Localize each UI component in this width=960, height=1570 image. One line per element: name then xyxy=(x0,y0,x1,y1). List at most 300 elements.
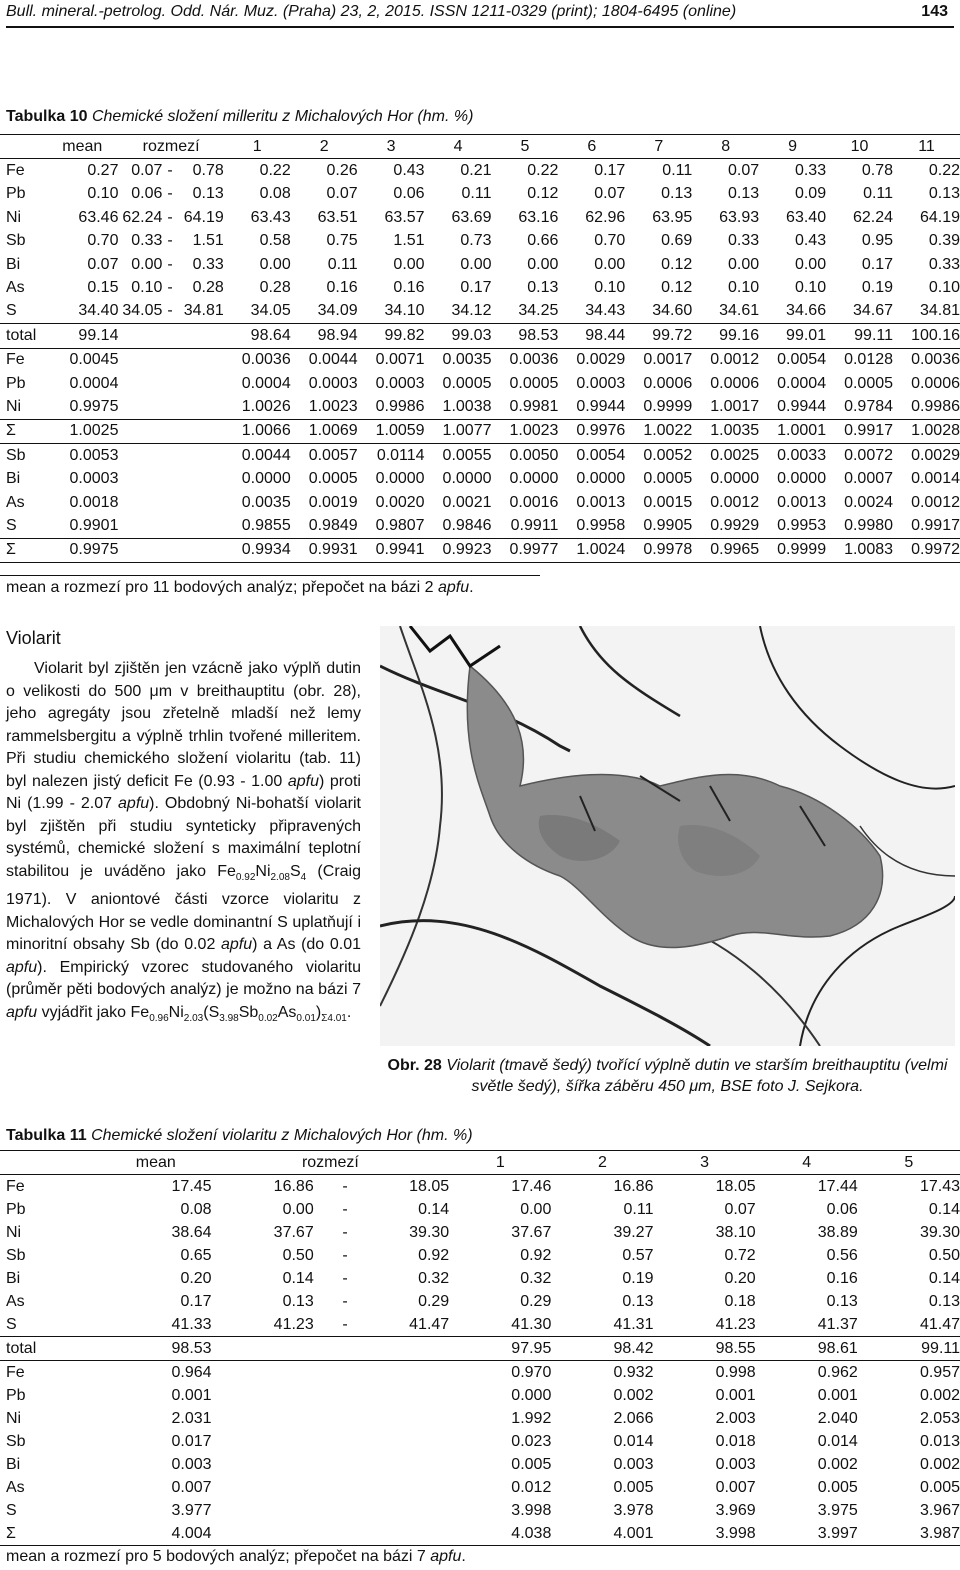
row-label: total xyxy=(0,324,46,348)
row-label: Sb xyxy=(6,232,26,250)
value-cell: 41.37 xyxy=(756,1313,858,1337)
value-cell: 0.0014 xyxy=(911,470,960,488)
empty-cell xyxy=(162,467,177,490)
figure-caption xyxy=(380,1055,955,1097)
mean-cell: 17.45 xyxy=(171,1177,212,1195)
empty-cell xyxy=(178,395,224,419)
row-label: Pb xyxy=(6,1386,26,1404)
value-cell: 0.0035 xyxy=(442,351,492,369)
value-cell: 0.43 xyxy=(794,232,827,250)
value-cell: 34.12 xyxy=(425,300,492,324)
range-dash: - xyxy=(167,162,173,180)
value-cell: 97.95 xyxy=(449,1337,551,1361)
value-cell: 0.13 xyxy=(622,1292,654,1310)
row-label: Σ xyxy=(0,419,46,443)
value-cell: 62.96 xyxy=(585,208,626,226)
value-cell: 0.0054 xyxy=(576,446,626,464)
value-cell: 0.9981 xyxy=(491,395,558,419)
value-cell: 0.33 xyxy=(728,232,760,250)
table-row xyxy=(0,1175,960,1199)
row-label: Sb xyxy=(6,1246,26,1264)
value-cell: 34.81 xyxy=(893,300,960,324)
value-cell: 1.0028 xyxy=(893,419,960,443)
table-row xyxy=(0,1499,960,1522)
value-cell: 99.11 xyxy=(858,1337,960,1361)
table-row xyxy=(0,1337,960,1361)
footnote-apfu: apfu xyxy=(437,579,470,596)
value-cell: 99.16 xyxy=(692,324,759,348)
range-dash xyxy=(314,1476,377,1499)
header-col: 1 xyxy=(449,1151,551,1175)
value-cell: 0.0012 xyxy=(710,493,760,511)
value-cell: 0.9905 xyxy=(625,514,692,538)
max-cell: 0.92 xyxy=(418,1246,450,1264)
empty-cell xyxy=(162,372,177,395)
empty-cell xyxy=(118,348,162,372)
value-cell: 0.17 xyxy=(594,162,626,180)
header-col: 1 xyxy=(224,135,291,159)
value-cell: 0.0005 xyxy=(509,374,559,392)
value-cell: 0.0029 xyxy=(576,351,626,369)
value-cell: 0.0055 xyxy=(442,446,492,464)
min-cell: 41.23 xyxy=(212,1313,314,1337)
range-dash xyxy=(314,1407,377,1430)
value-cell: 0.19 xyxy=(622,1269,654,1287)
mean-cell: 0.0003 xyxy=(69,470,119,488)
max-cell: 1.51 xyxy=(192,232,224,250)
value-cell: 39.30 xyxy=(919,1223,960,1241)
table-row xyxy=(0,514,960,538)
header-cell xyxy=(0,1151,100,1175)
empty-cell xyxy=(162,538,177,562)
value-cell: 98.94 xyxy=(291,324,358,348)
value-cell: 0.001 xyxy=(817,1386,858,1404)
table-row xyxy=(0,1313,960,1337)
max-cell xyxy=(376,1384,449,1407)
value-cell: 0.08 xyxy=(259,185,291,203)
min-cell: 0.07 xyxy=(131,162,163,180)
header-col: 3 xyxy=(653,1151,755,1175)
table-row xyxy=(0,1522,960,1546)
value-cell: 16.86 xyxy=(613,1177,654,1195)
value-cell: 63.95 xyxy=(652,208,693,226)
value-cell: 0.0128 xyxy=(844,351,894,369)
value-cell: 2.040 xyxy=(817,1409,858,1427)
value-cell: 0.9855 xyxy=(224,514,291,538)
empty-cell xyxy=(118,324,162,348)
empty-cell xyxy=(162,348,177,372)
value-cell: 0.00 xyxy=(520,1200,552,1218)
value-cell: 98.64 xyxy=(224,324,291,348)
table-row xyxy=(0,276,960,299)
value-cell: 0.11 xyxy=(623,1200,654,1218)
value-cell: 0.000 xyxy=(511,1386,552,1404)
value-cell: 0.002 xyxy=(919,1386,960,1404)
table-row xyxy=(0,1198,960,1221)
footnote-text: mean a rozmezí pro 5 bodových analýz; přepočet na bázi 7 xyxy=(6,1548,431,1565)
empty-cell xyxy=(178,444,224,468)
table-row xyxy=(0,372,960,395)
table-row xyxy=(0,206,960,229)
value-cell: 0.33 xyxy=(794,162,827,180)
value-cell: 34.10 xyxy=(358,300,425,324)
header-col: 8 xyxy=(692,135,759,159)
table-row xyxy=(0,135,960,159)
footnote-text: mean a rozmezí pro 11 bodových analýz; přepočet na bázi 2 xyxy=(6,579,438,596)
journal-citation: Bull. mineral.-petrolog. Odd. Nár. Muz. (Praha) 23, 2, 2015. ISSN 1211-0329 (print); 1804-6495 (online) xyxy=(6,3,737,20)
value-cell: 0.13 xyxy=(928,185,960,203)
value-cell: 0.9923 xyxy=(425,538,492,562)
row-label: Σ xyxy=(0,538,46,562)
value-cell: 3.997 xyxy=(756,1522,858,1546)
max-cell: 0.13 xyxy=(192,185,224,203)
value-cell: 0.07 xyxy=(594,185,626,203)
row-label: Pb xyxy=(6,185,26,203)
value-cell: 0.0021 xyxy=(442,493,492,511)
value-cell: 0.26 xyxy=(326,162,358,180)
bse-photo-image xyxy=(380,626,955,1046)
value-cell: 3.969 xyxy=(715,1501,756,1519)
value-cell: 0.16 xyxy=(826,1269,858,1287)
range-dash: - xyxy=(314,1313,377,1337)
mean-cell: 0.007 xyxy=(171,1478,212,1496)
value-cell: 0.50 xyxy=(928,1246,960,1264)
value-cell: 0.0033 xyxy=(777,446,827,464)
empty-cell xyxy=(178,514,224,538)
value-cell: 0.0000 xyxy=(576,470,626,488)
value-cell: 0.13 xyxy=(661,185,693,203)
value-cell: 0.22 xyxy=(259,162,291,180)
value-cell: 0.0016 xyxy=(509,493,559,511)
empty-cell xyxy=(118,444,162,468)
value-cell: 0.11 xyxy=(662,162,693,180)
min-cell xyxy=(212,1407,314,1430)
value-cell: 0.0015 xyxy=(643,493,693,511)
value-cell: 0.13 xyxy=(826,1292,858,1310)
value-cell: 3.967 xyxy=(919,1501,960,1519)
max-cell: 18.05 xyxy=(409,1177,450,1195)
empty-cell xyxy=(118,538,162,562)
empty-cell xyxy=(162,395,177,419)
value-cell: 0.957 xyxy=(919,1363,960,1381)
max-cell: 0.28 xyxy=(192,279,224,297)
max-cell: 39.30 xyxy=(409,1223,450,1241)
value-cell: 0.07 xyxy=(326,185,358,203)
value-cell: 0.06 xyxy=(826,1200,858,1218)
header-col: 5 xyxy=(491,135,558,159)
table11-caption xyxy=(6,1127,473,1145)
table-row xyxy=(0,491,960,514)
value-cell: 0.0005 xyxy=(844,374,894,392)
mean-cell: 63.46 xyxy=(78,208,119,226)
mean-cell: 0.9975 xyxy=(46,538,118,562)
mean-cell: 0.07 xyxy=(87,255,119,273)
table-row xyxy=(0,1267,960,1290)
value-cell: 0.0000 xyxy=(710,470,760,488)
table-row xyxy=(0,1407,960,1430)
value-cell: 0.0000 xyxy=(777,470,827,488)
value-cell: 0.9917 xyxy=(826,419,893,443)
header-range: rozmezí xyxy=(212,1151,450,1175)
table-row xyxy=(0,538,960,562)
empty-cell xyxy=(162,324,177,348)
value-cell: 0.005 xyxy=(511,1455,552,1473)
value-cell: 1.0059 xyxy=(358,419,425,443)
mean-cell: 99.14 xyxy=(46,324,118,348)
value-cell: 0.09 xyxy=(794,185,827,203)
value-cell: 0.12 xyxy=(661,279,693,297)
value-cell: 1.0017 xyxy=(692,395,759,419)
range-dash: - xyxy=(167,208,173,226)
min-cell: 0.06 xyxy=(131,185,163,203)
value-cell: 41.31 xyxy=(551,1313,653,1337)
value-cell: 0.014 xyxy=(613,1432,654,1450)
value-cell: 63.51 xyxy=(317,208,358,226)
table10-title: Chemické složení milleritu z Michalových Hor (hm. %) xyxy=(91,108,474,125)
mean-cell: 0.0018 xyxy=(69,493,119,511)
value-cell: 37.67 xyxy=(511,1223,552,1241)
range-dash xyxy=(314,1499,377,1522)
value-cell: 3.975 xyxy=(817,1501,858,1519)
value-cell: 0.9784 xyxy=(826,395,893,419)
range-dash: - xyxy=(167,279,173,297)
value-cell: 0.002 xyxy=(919,1455,960,1473)
value-cell: 17.46 xyxy=(511,1177,552,1195)
value-cell: 0.0003 xyxy=(375,374,425,392)
max-cell: 0.33 xyxy=(192,255,224,273)
value-cell: 98.42 xyxy=(551,1337,653,1361)
table-row xyxy=(0,1221,960,1244)
range-dash: - xyxy=(342,1177,348,1195)
empty-cell xyxy=(178,348,224,372)
max-cell xyxy=(376,1407,449,1430)
range-dash xyxy=(314,1384,377,1407)
min-cell: 34.05 xyxy=(118,300,162,324)
empty-cell xyxy=(118,419,162,443)
value-cell: 0.00 xyxy=(259,255,291,273)
mean-cell: 3.977 xyxy=(171,1501,212,1519)
table-row xyxy=(0,444,960,468)
value-cell: 0.20 xyxy=(724,1269,756,1287)
mean-cell: 0.08 xyxy=(180,1200,212,1218)
range-dash xyxy=(314,1522,377,1546)
value-cell: 63.43 xyxy=(250,208,291,226)
value-cell: 0.69 xyxy=(661,232,693,250)
range-dash: - xyxy=(167,255,173,273)
min-cell xyxy=(212,1522,314,1546)
value-cell: 0.43 xyxy=(393,162,425,180)
min-cell: 0.00 xyxy=(131,255,163,273)
value-cell: 1.992 xyxy=(511,1409,552,1427)
value-cell: 0.07 xyxy=(728,162,760,180)
value-cell: 17.43 xyxy=(919,1177,960,1195)
value-cell: 0.10 xyxy=(594,279,626,297)
value-cell: 0.0057 xyxy=(308,446,358,464)
table10-footnote xyxy=(6,579,474,597)
value-cell: 0.22 xyxy=(527,162,559,180)
max-cell xyxy=(376,1361,449,1385)
value-cell: 0.005 xyxy=(613,1478,654,1496)
row-label: As xyxy=(6,1478,25,1496)
value-cell: 0.11 xyxy=(327,255,358,273)
value-cell: 0.0013 xyxy=(777,493,827,511)
value-cell: 0.0025 xyxy=(710,446,760,464)
value-cell: 0.012 xyxy=(511,1478,552,1496)
min-cell xyxy=(212,1361,314,1385)
value-cell: 1.0022 xyxy=(625,419,692,443)
table-row xyxy=(0,1476,960,1499)
value-cell: 0.10 xyxy=(928,279,960,297)
mean-cell: 0.0053 xyxy=(69,446,119,464)
max-cell xyxy=(376,1499,449,1522)
value-cell: 0.39 xyxy=(928,232,960,250)
row-label: Fe xyxy=(6,351,25,369)
empty-cell xyxy=(118,491,162,514)
row-label: Sb xyxy=(6,1432,26,1450)
value-cell: 0.32 xyxy=(520,1269,552,1287)
value-cell: 0.11 xyxy=(461,185,492,203)
value-cell: 0.0036 xyxy=(241,351,291,369)
header-rule xyxy=(6,26,954,28)
empty-cell xyxy=(178,419,224,443)
value-cell: 0.75 xyxy=(326,232,358,250)
table-row xyxy=(0,1384,960,1407)
table11-label: Tabulka 11 xyxy=(6,1127,87,1144)
value-cell: 0.9977 xyxy=(491,538,558,562)
mean-cell: 0.0045 xyxy=(69,351,119,369)
value-cell: 0.17 xyxy=(861,255,894,273)
mean-cell: 0.001 xyxy=(171,1386,212,1404)
value-cell: 0.0012 xyxy=(710,351,760,369)
value-cell: 3.987 xyxy=(858,1522,960,1546)
range-dash: - xyxy=(342,1246,348,1264)
min-cell: 62.24 xyxy=(122,208,163,226)
value-cell: 1.0023 xyxy=(491,419,558,443)
value-cell: 34.09 xyxy=(291,300,358,324)
row-label: Sb xyxy=(6,446,26,464)
value-cell: 0.70 xyxy=(594,232,626,250)
row-label: Bi xyxy=(6,1455,21,1473)
figure-label: Obr. 28 xyxy=(387,1057,442,1074)
value-cell: 98.53 xyxy=(491,324,558,348)
value-cell: 0.9917 xyxy=(893,514,960,538)
value-cell: 0.58 xyxy=(259,232,291,250)
min-cell xyxy=(212,1384,314,1407)
min-cell: 0.00 xyxy=(282,1200,314,1218)
row-label: As xyxy=(6,493,25,511)
value-cell: 34.66 xyxy=(759,300,826,324)
value-cell: 1.0066 xyxy=(224,419,291,443)
value-cell: 3.978 xyxy=(613,1501,654,1519)
value-cell: 63.40 xyxy=(786,208,827,226)
value-cell: 0.19 xyxy=(861,279,894,297)
min-cell: 37.67 xyxy=(273,1223,314,1241)
empty-cell xyxy=(178,467,224,490)
value-cell: 0.00 xyxy=(794,255,827,273)
mean-cell: 0.0004 xyxy=(69,374,119,392)
table-row xyxy=(0,159,960,183)
value-cell: 0.0036 xyxy=(509,351,559,369)
mean-cell: 2.031 xyxy=(171,1409,212,1427)
value-cell: 0.9931 xyxy=(291,538,358,562)
max-cell xyxy=(376,1337,449,1361)
value-cell: 62.24 xyxy=(852,208,894,226)
mean-cell: 1.0025 xyxy=(46,419,118,443)
empty-cell xyxy=(178,372,224,395)
value-cell: 0.0017 xyxy=(643,351,693,369)
value-cell: 0.9999 xyxy=(625,395,692,419)
value-cell: 0.07 xyxy=(724,1200,756,1218)
table-row xyxy=(0,230,960,253)
value-cell: 0.0007 xyxy=(844,470,894,488)
value-cell: 0.002 xyxy=(817,1455,858,1473)
table-row xyxy=(0,1244,960,1267)
value-cell: 0.0000 xyxy=(375,470,425,488)
value-cell: 1.0024 xyxy=(558,538,625,562)
value-cell: 0.13 xyxy=(928,1292,960,1310)
value-cell: 0.0044 xyxy=(308,351,358,369)
range-dash xyxy=(314,1361,377,1385)
value-cell: 0.970 xyxy=(511,1363,552,1381)
value-cell: 0.72 xyxy=(724,1246,756,1264)
value-cell: 0.0005 xyxy=(643,470,693,488)
value-cell: 0.9999 xyxy=(759,538,826,562)
range-dash xyxy=(314,1430,377,1453)
value-cell: 0.0019 xyxy=(308,493,358,511)
value-cell: 0.56 xyxy=(826,1246,858,1264)
max-cell: 0.78 xyxy=(192,162,224,180)
value-cell: 0.11 xyxy=(863,185,894,203)
max-cell xyxy=(376,1476,449,1499)
range-dash xyxy=(314,1337,377,1361)
mean-cell: 41.33 xyxy=(100,1313,212,1337)
value-cell: 0.18 xyxy=(724,1292,756,1310)
table10 xyxy=(0,134,960,563)
min-cell xyxy=(212,1476,314,1499)
mean-cell: 0.65 xyxy=(180,1246,212,1264)
value-cell: 63.16 xyxy=(518,208,559,226)
value-cell: 63.57 xyxy=(384,208,425,226)
value-cell: 1.0083 xyxy=(826,538,893,562)
value-cell: 0.57 xyxy=(622,1246,654,1264)
value-cell: 0.22 xyxy=(928,162,960,180)
table-row xyxy=(0,419,960,443)
value-cell: 3.998 xyxy=(511,1501,552,1519)
min-cell xyxy=(212,1499,314,1522)
row-label: Bi xyxy=(6,255,21,273)
row-label: As xyxy=(6,1292,25,1310)
table-row xyxy=(0,324,960,348)
value-cell: 0.9980 xyxy=(826,514,893,538)
table11-title: Chemické složení violaritu z Michalových Hor (hm. %) xyxy=(91,1127,473,1144)
value-cell: 0.0000 xyxy=(241,470,291,488)
mean-cell: 0.10 xyxy=(87,185,119,203)
value-cell: 0.0004 xyxy=(241,374,291,392)
page-number: 143 xyxy=(921,3,948,20)
mean-cell: 4.004 xyxy=(100,1522,212,1546)
value-cell: 0.0072 xyxy=(844,446,894,464)
table-row xyxy=(0,1453,960,1476)
value-cell: 0.9934 xyxy=(224,538,291,562)
row-label: As xyxy=(6,279,25,297)
row-label: S xyxy=(0,300,46,324)
range-dash: - xyxy=(167,185,173,203)
value-cell: 38.89 xyxy=(817,1223,858,1241)
row-label: Ni xyxy=(6,1409,22,1427)
value-cell: 1.0023 xyxy=(291,395,358,419)
value-cell: 0.00 xyxy=(527,255,559,273)
value-cell: 3.998 xyxy=(653,1522,755,1546)
